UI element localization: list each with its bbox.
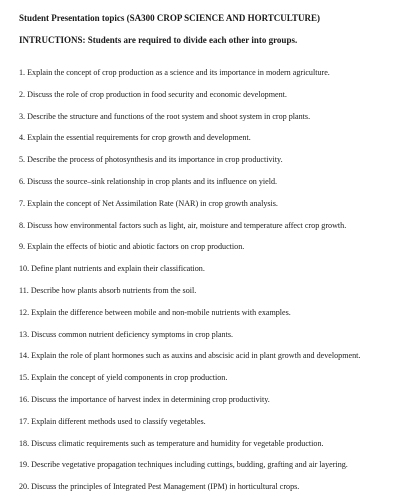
topic-item-11: 11. Describe how plants absorb nutrients from the soil. xyxy=(19,285,197,295)
topic-item-4: 4. Explain the essential requirements for crop growth and development. xyxy=(19,133,251,143)
instructions-text: INTRUCTIONS: Students are required to divide each other into groups. xyxy=(19,35,298,45)
topic-item-17: 17. Explain different methods used to classify vegetables. xyxy=(19,416,206,426)
topic-item-2: 2. Discuss the role of crop production in food security and economic development. xyxy=(19,89,287,99)
topic-item-19: 19. Describe vegetative propagation techniques including cuttings, budding, grafting and air layering. xyxy=(19,460,348,470)
topic-item-15: 15. Explain the concept of yield components in crop production. xyxy=(19,373,228,383)
topic-item-13: 13. Discuss common nutrient deficiency symptoms in crop plants. xyxy=(19,329,234,339)
topic-item-18: 18. Discuss climatic requirements such as temperature and humidity for vegetable production. xyxy=(19,438,324,448)
topic-item-12: 12. Explain the difference between mobile and non-mobile nutrients with examples. xyxy=(19,307,291,317)
topic-item-16: 16. Discuss the importance of harvest index in determining crop productivity. xyxy=(19,394,270,404)
topic-item-3: 3. Describe the structure and functions of the root system and shoot system in crop plants. xyxy=(19,111,311,121)
topic-item-7: 7. Explain the concept of Net Assimilation Rate (NAR) in crop growth analysis. xyxy=(19,198,278,208)
topic-item-14: 14. Explain the role of plant hormones such as auxins and abscisic acid in plant growth and development. xyxy=(19,351,361,361)
topics-list xyxy=(19,67,378,492)
document-title: Student Presentation topics (SA300 CROP SCIENCE AND HORTCULTURE) xyxy=(19,13,320,23)
topic-item-1: 1. Explain the concept of crop production as a science and its importance in modern agriculture. xyxy=(19,68,330,77)
topic-item-20: 20. Discuss the principles of Integrated Pest Management (IPM) in horticultural crops. xyxy=(19,482,300,492)
topic-item-9: 9. Explain the effects of biotic and abiotic factors on crop production. xyxy=(19,242,245,252)
topic-item-6: 6. Discuss the source–sink relationship in crop plants and its influence on yield. xyxy=(19,176,278,186)
topic-item-8: 8. Discuss how environmental factors such as light, air, moisture and temperature affect crop growth. xyxy=(19,220,347,230)
topic-item-5: 5. Describe the process of photosynthesis and its importance in crop productivity. xyxy=(19,155,283,165)
topic-item-10: 10. Define plant nutrients and explain their classification. xyxy=(19,264,205,274)
